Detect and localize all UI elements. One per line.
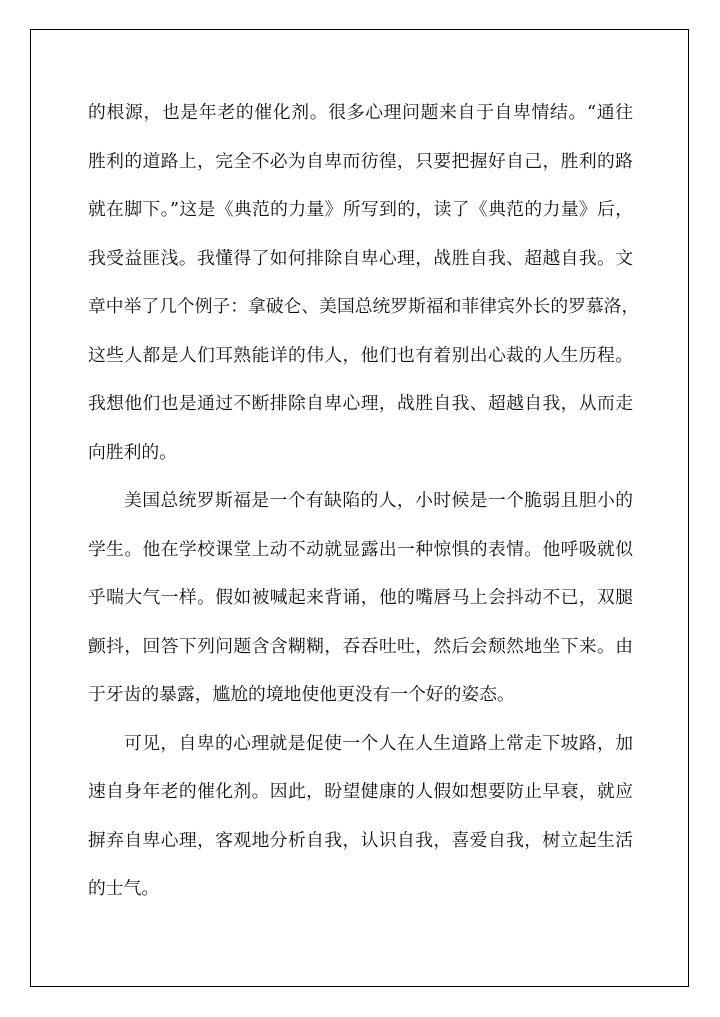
text-line: 颤抖，回答下列问题含含糊糊，吞吞吐吐，然后会颓然地坐下来。由 [88, 635, 633, 657]
paragraph [88, 96, 640, 469]
text-line: 乎喘大气一样。假如被喊起来背诵，他的嘴唇马上会抖动不已，双腿 [88, 587, 633, 608]
text-line: 的士气。 [88, 878, 160, 899]
text-line: 这些人都是人们耳熟能详的伟人，他们也有着别出心裁的人生历程。 [88, 344, 633, 366]
text-line: 我受益匪浅。我懂得了如何排除自卑心理，战胜自我、超越自我。文 [88, 247, 633, 269]
text-line: 美国总统罗斯福是一个有缺陷的人，小时候是一个脆弱且胆小的 [124, 490, 633, 511]
text-line: 学生。他在学校课堂上动不动就显露出一种惊惧的表情。他呼吸就似 [88, 538, 633, 560]
text-line: 的根源，也是年老的催化剂。很多心理问题来自于自卑情结。“通往 [88, 102, 633, 123]
text-line: 向胜利的。 [88, 441, 177, 463]
text-line: 就在脚下。”这是《典范的力量》所写到的，读了《典范的力量》后， [88, 199, 633, 220]
text-line: 摒弃自卑心理，客观地分析自我，认识自我，喜爱自我，树立起生活 [88, 829, 633, 851]
document-body [88, 96, 640, 921]
text-line: 胜利的道路上，完全不必为自卑而彷徨，只要把握好自己，胜利的路 [88, 150, 633, 172]
text-line: 于牙齿的暴露，尴尬的境地使他更没有一个好的姿态。 [88, 684, 515, 705]
text-line: 我想他们也是通过不断排除自卑心理，战胜自我、超越自我，从而走 [88, 393, 633, 414]
text-line: 速自身年老的催化剂。因此，盼望健康的人假如想要防止早衰，就应 [88, 781, 633, 802]
paragraph [88, 727, 633, 906]
paragraph [88, 484, 633, 711]
text-line: 章中举了几个例子：拿破仑、美国总统罗斯福和菲律宾外长的罗慕洛， [88, 296, 640, 317]
text-line: 可见，自卑的心理就是促使一个人在人生道路上常走下坡路，加 [124, 732, 633, 754]
